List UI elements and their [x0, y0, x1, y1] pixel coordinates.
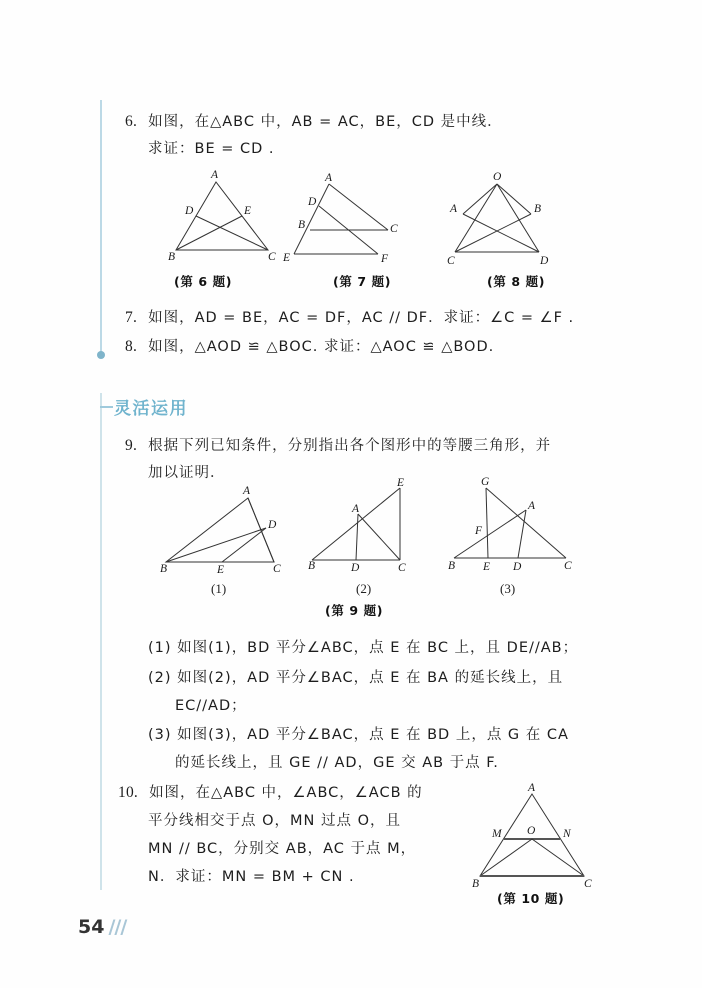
left-rule-upper	[100, 100, 102, 355]
figure-7-label-D: D	[308, 196, 317, 208]
figure-9-2-label-E: E	[397, 478, 405, 489]
question-10-number: 10.	[118, 784, 138, 801]
figure-9-sub-2-label: (2)	[356, 581, 372, 596]
figure-6-label-E: E	[244, 205, 252, 217]
figure-6-caption: (第 6 题)	[174, 274, 233, 289]
figure-9-1-label-E: E	[217, 564, 225, 576]
left-rule-end-dot	[97, 351, 105, 359]
question-9-subitem-2-line-2	[175, 694, 247, 718]
figure-7-label-E: E	[283, 252, 291, 264]
figure-9-3-label-B: B	[448, 560, 456, 572]
figure-10-label-A: A	[528, 782, 536, 794]
question-10-row-4	[148, 865, 355, 889]
figure-10-label-N: N	[563, 828, 571, 840]
figure-9-3-label-C: C	[564, 560, 572, 572]
figure-8-label-O: O	[493, 171, 502, 183]
footer-slashes-decoration: ///	[108, 916, 127, 938]
question-9-line-2: 加以证明．	[148, 465, 226, 481]
figure-9-3-label-G: G	[481, 476, 490, 488]
figure-9-caption: (第 9 题)	[325, 603, 384, 618]
figure-9-1-label-A: A	[243, 485, 251, 497]
figure-8-label-A: A	[450, 203, 458, 215]
question-6-line-1: 如图，在△ABC 中，AB = AC，BE，CD 是中线．	[148, 114, 503, 130]
figure-8-label-D: D	[540, 255, 549, 267]
question-9-line-1: 根据下列已知条件，分别指出各个图形中的等腰三角形，并	[148, 438, 552, 454]
figure-9-3-label-A: A	[528, 500, 536, 512]
figure-8-caption: (第 8 题)	[487, 274, 546, 289]
question-9-subitem-2-cont: EC//AD；	[175, 698, 247, 714]
question-10-line-4: N．求证：MN = BM + CN .	[148, 869, 355, 885]
figure-question-6	[168, 168, 278, 263]
question-6-line-2: 求证：BE = CD .	[148, 141, 275, 157]
figure-10-label-O: O	[527, 825, 536, 837]
figure-question-9-sub-2	[308, 478, 428, 576]
question-8-number: 8.	[125, 338, 138, 355]
question-7-line-1: 如图，AD = BE，AC = DF，AC // DF．求证：∠C = ∠F .	[148, 310, 575, 326]
figure-9-3-label-F: F	[475, 525, 483, 537]
question-9-subitem-3-line-2	[175, 751, 499, 775]
question-9-number: 9.	[125, 437, 138, 454]
figure-question-9-sub-1	[160, 484, 290, 576]
figure-7-label-A: A	[325, 172, 333, 184]
figure-9-1-label-D: D	[268, 519, 277, 531]
figure-9-3-label-E: E	[483, 561, 491, 573]
question-8-line-1: 如图，△AOD ≌ △BOC. 求证：△AOC ≌ △BOD.	[148, 339, 495, 355]
figure-9-2-label-C: C	[398, 562, 406, 574]
figure-9-2-label-B: B	[308, 560, 316, 572]
figure-6-label-A: A	[211, 169, 219, 181]
left-rule-lower	[100, 393, 102, 890]
question-6-line-2-wrap	[148, 137, 275, 161]
section-marker-tick	[100, 406, 113, 408]
question-9-subitem-3-text: (3) 如图(3)，AD 平分∠BAC，点 E 在 BD 上，点 G 在 CA	[148, 727, 569, 743]
question-9-row-2	[148, 461, 226, 485]
figure-question-8	[437, 170, 557, 267]
figure-9-1-label-B: B	[160, 563, 168, 575]
figure-10-label-C: C	[584, 878, 592, 890]
figure-10-label-M: M	[492, 828, 502, 840]
question-9-subitem-1	[148, 636, 578, 660]
figure-9-sub-3-label: (3)	[500, 581, 516, 596]
question-10-row-2	[148, 809, 401, 833]
figure-8-label-C: C	[447, 255, 455, 267]
question-9-subitem-2-line-1	[148, 666, 563, 690]
question-6-number: 6.	[125, 113, 138, 130]
figure-9-3-label-D: D	[513, 561, 522, 573]
question-10-row-3	[148, 837, 416, 861]
figure-7-label-C: C	[390, 223, 398, 235]
figure-10-caption: (第 10 题)	[497, 891, 565, 906]
figure-6-label-C: C	[268, 251, 276, 263]
question-9-subitem-1-text: (1) 如图(1)，BD 平分∠ABC，点 E 在 BC 上，且 DE//AB；	[148, 640, 579, 656]
figure-7-caption: (第 7 题)	[333, 274, 392, 289]
figure-10-label-B: B	[472, 878, 480, 890]
question-8-row	[125, 335, 494, 359]
question-10-line-3: MN // BC，分别交 AB，AC 于点 M，	[148, 841, 417, 857]
figure-9-1-label-C: C	[273, 563, 281, 575]
page-footer	[78, 916, 126, 938]
figure-9-2-label-D: D	[351, 562, 360, 574]
figure-6-label-D: D	[185, 205, 194, 217]
figure-7-label-B: B	[298, 219, 306, 231]
question-7-row	[125, 306, 574, 330]
question-7-number: 7.	[125, 309, 138, 326]
figure-9-2-label-A: A	[352, 503, 360, 515]
question-9-row-1	[125, 434, 551, 458]
question-9-subitem-3-cont: 的延长线上，且 GE // AD，GE 交 AB 于点 F.	[175, 755, 499, 771]
figure-7-label-F: F	[381, 253, 389, 265]
figure-8-label-B: B	[534, 203, 542, 215]
figure-question-7	[282, 172, 402, 267]
question-10-line-2: 平分线相交于点 O，MN 过点 O，且	[148, 813, 402, 829]
question-9-subitem-2-text: (2) 如图(2)，AD 平分∠BAC，点 E 在 BA 的延长线上，且	[148, 670, 564, 686]
figure-6-label-B: B	[168, 251, 176, 263]
figure-9-sub-1-label: (1)	[211, 581, 227, 596]
figure-question-9-sub-3	[448, 476, 578, 576]
page-number: 54	[78, 916, 105, 938]
section-header-flexible-application: 灵活运用	[114, 399, 188, 419]
question-10-line-1: 如图，在△ABC 中，∠ABC，∠ACB 的	[149, 785, 423, 801]
figure-question-10	[470, 782, 595, 892]
question-9-subitem-3-line-1	[148, 723, 569, 747]
question-6-number-and-line-1	[125, 110, 503, 134]
question-10-row-1	[118, 781, 423, 805]
